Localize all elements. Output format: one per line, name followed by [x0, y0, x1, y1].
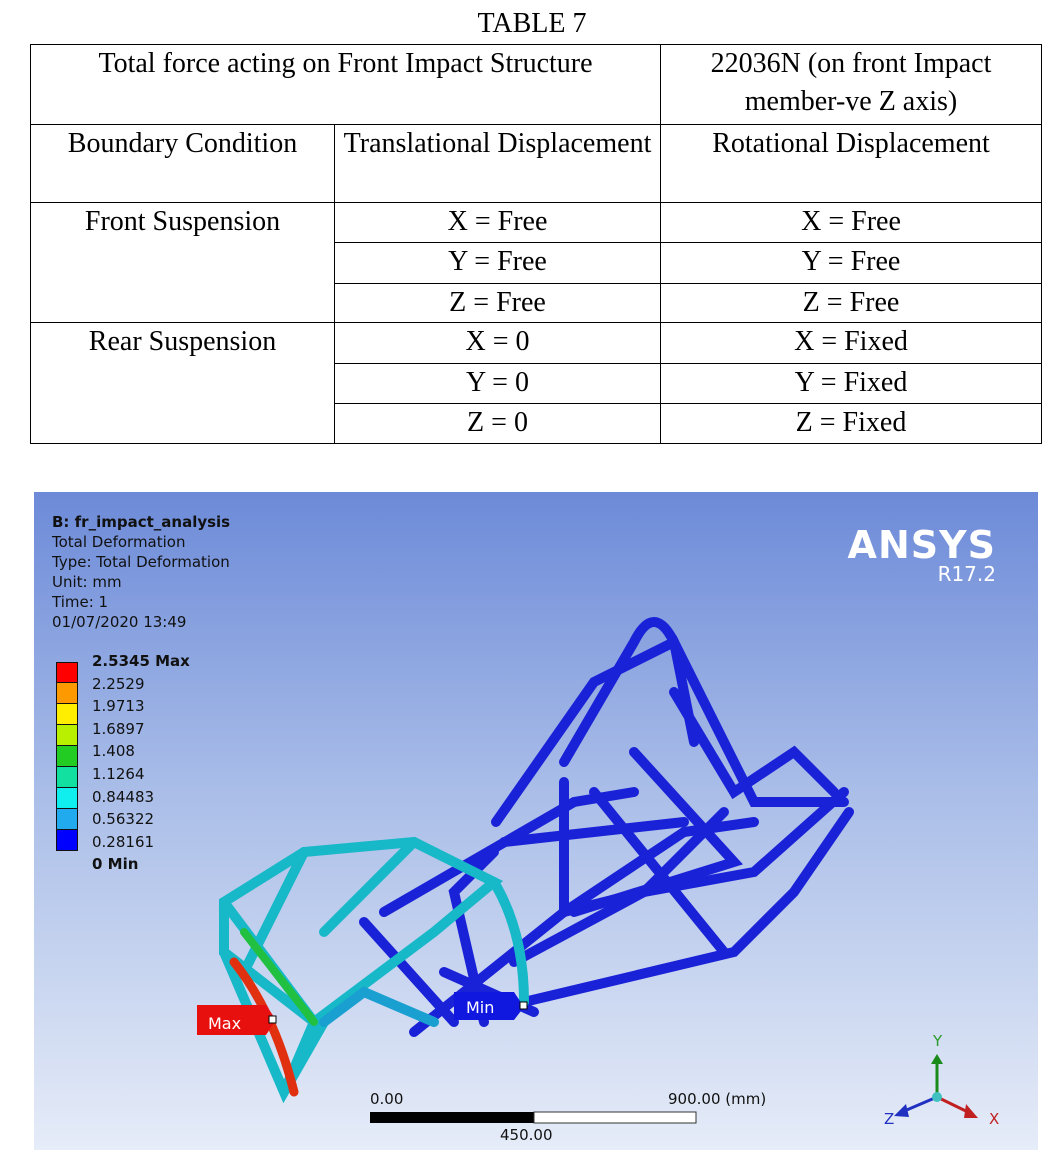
axis-triad	[894, 1054, 978, 1118]
info-line: 01/07/2020 13:49	[52, 613, 187, 631]
frame-model	[34, 492, 1038, 1150]
legend-level: 1.408	[92, 742, 135, 761]
info-line: Type: Total Deformation	[52, 553, 230, 571]
scale-start: 0.00	[370, 1090, 404, 1108]
legend-level: 1.9713	[92, 697, 145, 716]
max-marker: Max	[208, 1014, 242, 1033]
cell: Y = Free	[661, 243, 1042, 284]
boundary-conditions-table	[30, 44, 1042, 444]
group-front: Front Suspension	[31, 203, 335, 323]
cell: Y = Fixed	[661, 364, 1042, 404]
cell: Z = Free	[335, 284, 661, 323]
axis-x-label: X	[989, 1110, 1000, 1128]
force-value: 22036N (on front Impact member-ve Z axis)	[661, 45, 1042, 125]
axis-z-label: Z	[884, 1110, 895, 1128]
cell: Y = Free	[335, 243, 661, 284]
cell: X = 0	[335, 323, 661, 364]
cell: X = Free	[335, 203, 661, 243]
cell: X = Fixed	[661, 323, 1042, 364]
legend-level: 1.1264	[92, 765, 145, 783]
scale-end: 900.00 (mm)	[668, 1090, 767, 1108]
scale-mid: 450.00	[500, 1126, 553, 1144]
info-line: Unit: mm	[52, 573, 122, 591]
legend-level: 0 Min	[92, 855, 139, 874]
cell: Y = 0	[335, 364, 661, 404]
info-line: Time: 1	[52, 593, 109, 611]
deformation-figure	[34, 492, 1038, 1150]
min-marker: Min	[466, 998, 495, 1017]
legend-level: 2.5345 Max	[92, 652, 190, 670]
version-text: R17.2	[937, 562, 996, 586]
cell: Z = 0	[335, 404, 661, 444]
group-rear: Rear Suspension	[31, 323, 335, 444]
table-caption: TABLE 7	[477, 8, 587, 39]
header-translational: Translational Displacement	[335, 125, 661, 203]
legend-level: 0.28161	[92, 832, 155, 851]
cell: X = Free	[661, 203, 1042, 243]
cell: Z = Free	[661, 284, 1042, 323]
force-label: Total force acting on Front Impact Structure	[31, 45, 661, 125]
axis-y-label: Y	[933, 1032, 943, 1050]
legend-level: 2.2529	[92, 674, 145, 693]
legend-level: 0.84483	[92, 787, 155, 806]
logo-text: ANSYS	[847, 523, 996, 567]
info-line: Total Deformation	[52, 533, 186, 551]
analysis-title: B: fr_impact_analysis	[52, 513, 231, 531]
header-rotational: Rotational Displacement	[661, 125, 1042, 203]
legend-level: 1.6897	[92, 719, 145, 738]
cell: Z = Fixed	[661, 404, 1042, 444]
legend-level: 0.56322	[92, 810, 155, 829]
header-boundary: Boundary Condition	[31, 125, 335, 203]
